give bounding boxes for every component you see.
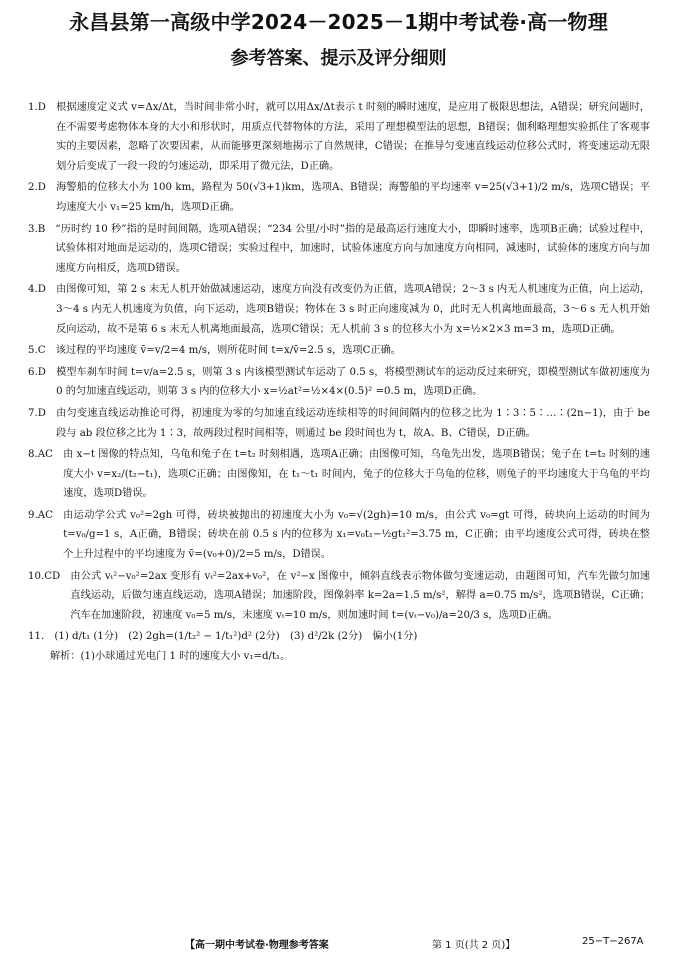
document-title: 永昌县第一高级中学2024－2025－1期中考试卷·高一物理 [69,10,608,34]
answer-number: 11. [28,631,55,643]
answer-number: 7.D [28,407,57,419]
footer-page-number: 第 1 页(共 2 页)】 [432,940,516,951]
answer-explanation: 该过程的平均速度 v̄=v/2=4 m/s，则所花时间 t=x/v̄=2.5 s，选项C正确。 [55,345,402,357]
answer-explanation: 模型车刹车时间 t=v/a=2.5 s，则第 3 s 内该模型测试车运动了 0.5 s，将模型测试车的运动反过来研究，即模型测试车做初速度为 0 的匀加速直线运动，则第 3 s 内的位移大小 x=½at²=½×4×(0.5)² =0.5 m，选项D正确。 [56,366,650,398]
answer-explanation: 由运动学公式 v₀²=2gh 可得，砖块被抛出的初速度大小为 v₀=√(2gh)=10 m/s，由公式 v₀=gt 可得，砖块向上运动的时间为 t=v₀/g=1 s，A正确，B错误；砖块在前 0.5 s 内的位移为 x₁=v₀t₁−½gt₁²=3.75 m，C正确；由平均速度公式可得，砖块在整个上升过程中的平均速度为 v̄=(v₀+0)/2=5 m/s，D错误。 [63,509,650,561]
answer-explanation: 由 x−t 图像的特点知，乌龟和兔子在 t=t₂ 时刻相遇，选项A正确；由图像可知，乌龟先出发，选项B错误；兔子在 t=t₂ 时刻的速度大小 v=x₂/(t₂−t₁)，选项C正确；由图像知，在 t₁～t₁ 时间内，兔子的位移大于乌龟的位移，则兔子的平均速度大于乌龟的平均速度，选项D错误。 [63,449,650,500]
analysis-text: 解析：(1)小球通过光电门 1 时的速度大小 v₁=d/t₁。 [50,651,291,663]
answer-number: 5.C [28,345,56,357]
answer-number: 1.D [28,102,57,113]
answer-explanation: “历时约 10 秒”指的是时间间隔，选项A错误；“234 公里/小时”指的是最高运行速度大小，即瞬时速率，选项B正确；试验过程中，试验体相对地面是运动的，选项C错误；实验过程中，加速时，试验体速度方向与加速度方向相同，减速时，试验体的速度方向与加速度方向相反，选项D错误。 [55,223,650,274]
answer-item [28,220,650,279]
answer-explanation: (1) d/t₁ (1分) (2) 2gh=(1/t₂² − 1/t₁²)d² (2分) (3) d²/2k (2分) 偏小(1分) [54,631,418,643]
answer-number: 4.D [28,284,57,296]
footer-title: 【高一期中考试卷·物理参考答案 [185,940,329,951]
document-subtitle: 参考答案、提示及评分细则 [230,48,447,69]
answer-number: 9.AC [28,509,64,521]
answer-item [28,178,650,217]
answer-item [28,98,650,176]
answer-number: 10.CD [28,570,71,582]
answer-explanation: 根据速度定义式 v=Δx/Δt，当时间非常小时，就可以用Δx/Δt表示 t 时刻的瞬时速度，是应用了极限思想法，A错误；研究问题时，在不需要考虑物体本身的大小和形状时，用质点代替物体的方法，采用了理想模型法的思想，B错误；伽利略理想实验抓住了客观事实的主要因素，忽略了次要因素，从而能够更深刻地揭示了自然规律，C错误；在推导匀变速直线运动位移公式时，将变速运动无限划分后变成了一段一段的匀速运动，即采用了微元法，D正确。 [56,102,650,172]
answer-number: 2.D [28,182,57,194]
answer-item [28,567,650,626]
answer-explanation: 由公式 vₜ²−v₀²=2ax 变形有 vₜ²=2ax+v₀²，在 v²−x 图像中，倾斜直线表示物体做匀变速运动，由题图可知，汽车先做匀加速直线运动，后做匀速直线运动，选项A错误；加速阶段，图像斜率 k=2a=1.5 m/s²，解得 a=0.75 m/s²，选项B错误，C正确；汽车在加速阶段，初速度 v₀=5 m/s，末速度 vₜ=10 m/s，则加速时间 t=(vₜ−v₀)/a=20/3 s，选项D正确。 [70,570,650,621]
answer-explanation: 由图像可知，第 2 s 末无人机开始做减速运动，速度方向没有改变仍为正值，选项A错误；2～3 s 内无人机速度为正值，向上运动，3～4 s 内无人机速度为负值，向下运动，选项B错误；物体在 3 s 时正向速度减为 0，此时无人机离地面最高，3～6 s 无人机开始反向运动，故不是第 6 s 末无人机离地面最高，选项C错误；无人机前 3 s 的位移大小为 x=½×2×3 m=3 m，选项D正确。 [56,284,650,335]
answer-item [28,506,650,565]
answer-list [28,98,650,667]
answer-number: 8.AC [28,449,64,461]
answer-number: 3.B [28,223,56,235]
answer-item [28,280,650,339]
answer-item [28,627,650,647]
answer-item [28,445,650,504]
answer-number: 6.D [28,366,57,378]
answer-item [28,363,650,402]
answer-item [28,404,650,443]
answer-explanation: 海警船的位移大小为 100 km，路程为 50(√3+1)km，选项A、B错误；海警船的平均速率 v=25(√3+1)/2 m/s，选项C错误；平均速度大小 v₁=25 km/h，选项D正确。 [56,182,650,213]
footer-code: 25−T−267A [582,936,644,947]
answer-explanation: 由匀变速直线运动推论可得，初速度为零的匀加速直线运动连续相等的时间间隔内的位移之比为 1∶3∶5∶…∶(2n−1)，由于 be 段与 ab 段位移之比为 1∶3，故两段过程时间相等，则通过 be 段时间也为 t，故A、B、C错误，D正确。 [56,407,650,439]
answer-item [28,341,650,361]
